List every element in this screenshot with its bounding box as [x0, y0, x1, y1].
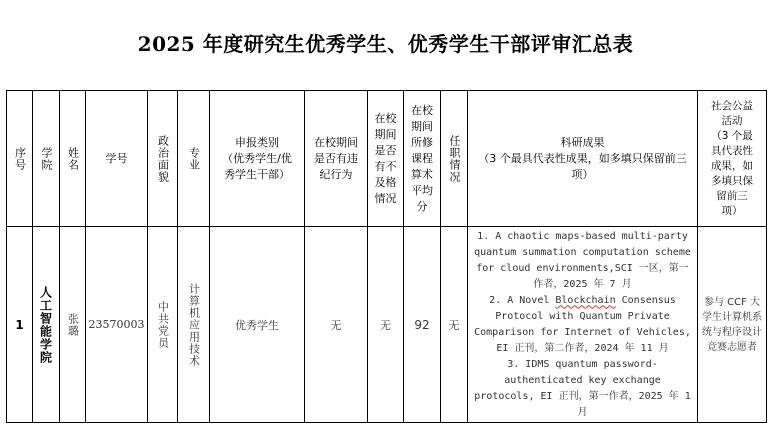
- table-row: [7, 227, 767, 423]
- cell-major: 计算机应用技术: [178, 227, 210, 423]
- header-position: 任职情况: [441, 91, 468, 227]
- research-item-1: 1. A chaotic maps-based multi-party quantum summation computation scheme for cloud environments,SCI 一区，第一作者，2025 年 7 月: [474, 230, 691, 290]
- cell-social: 参与 CCF 大学生计算机系统与程序设计竞赛志愿者: [698, 227, 767, 423]
- cell-research: [468, 227, 698, 423]
- cell-seq: 1: [7, 227, 33, 423]
- header-row: [7, 91, 767, 227]
- spellcheck-word: Blockchain: [555, 294, 616, 306]
- header-social: 社会公益 活动 （3 个最 具代表性 成果，如 多填只保 留前三 项）: [698, 91, 767, 227]
- header-student-id: 学号: [86, 91, 148, 227]
- header-gpa: 在校 期间 所修 课程 算术 平均 分: [404, 91, 441, 227]
- research-item-3: 3. IDMS quantum password-authenticated key exchange protocols, EI 正刊，第一作者，2025 年 1 月: [474, 358, 691, 418]
- cell-violation: 无: [305, 227, 368, 423]
- cell-fail: 无: [368, 227, 404, 423]
- page-edge: [0, 0, 4, 429]
- header-seq: 序号: [7, 91, 33, 227]
- header-violation: 在校期间 是否有违 纪行为: [305, 91, 368, 227]
- header-category: 申报类别 （优秀学生/优 秀学生干部）: [210, 91, 305, 227]
- research-item-2: 2. A Novel Blockchain Consensus Protocol with Quantum Private Comparison for Internet of Vehicles, EI 正刊，第二作者，2024 年 11 月: [474, 294, 691, 354]
- cell-name: 张璐: [60, 227, 86, 423]
- header-political: 政治面貌: [148, 91, 178, 227]
- header-fail: 在校 期间 是否 有不 及格 情况: [368, 91, 404, 227]
- header-college: 学院: [33, 91, 60, 227]
- cell-category: 优秀学生: [210, 227, 305, 423]
- header-major: 专业: [178, 91, 210, 227]
- header-research: 科研成果 （3 个最具代表性成果，如多填只保留前三 项）: [468, 91, 698, 227]
- cell-college: 人工智能学院: [33, 227, 60, 423]
- summary-table: [6, 90, 767, 423]
- header-name: 姓名: [60, 91, 86, 227]
- page-title: 2025 年度研究生优秀学生、优秀学生干部评审汇总表: [137, 32, 634, 56]
- cell-gpa: 92: [404, 227, 441, 423]
- cell-student-id: 23570003: [86, 227, 148, 423]
- cell-political: 中共党员: [148, 227, 178, 423]
- cell-position: 无: [441, 227, 468, 423]
